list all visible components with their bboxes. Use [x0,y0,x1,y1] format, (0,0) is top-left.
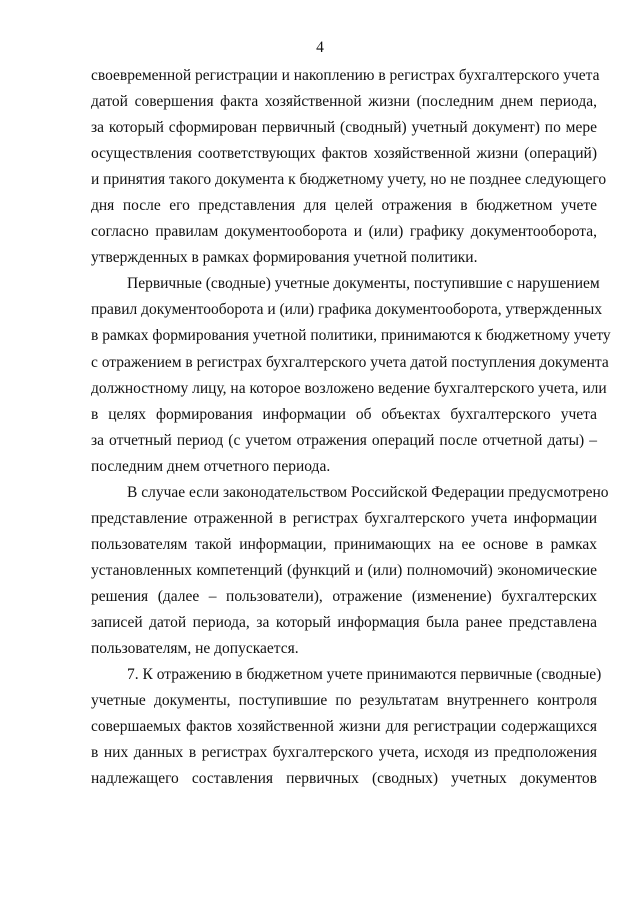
text-line: в рамках формирования учетной политики, принимаются к бюджетному учету [91,327,611,345]
text-line: датой совершения факта хозяйственной жизни (последним днем периода, [91,93,597,111]
text-line: записей датой периода, за который информация была ранее представлена [91,613,597,631]
text-line: дня после его представления для целей отражения в бюджетном учете [91,197,597,215]
document-body [91,63,611,792]
text-line: осуществления соответствующих фактов хозяйственной жизни (операций) [91,145,597,163]
paragraph-3 [91,480,609,662]
text-line: установленных компетенций (функций и (или) полномочий) экономические [91,561,597,579]
text-line: с отражением в регистрах бухгалтерского учета датой поступления документа [91,353,609,371]
text-line: в целях формирования информации об объектах бухгалтерского учета [91,405,597,423]
paragraph-4 [91,662,602,792]
text-line: учетные документы, поступившие по результатам внутреннего контроля [91,692,597,710]
paragraph-2 [91,271,611,479]
text-line: 7. К отражению в бюджетном учете принимаются первичные (сводные) [127,666,602,684]
text-line: последним днем отчетного периода. [91,457,331,475]
text-line: Первичные (сводные) учетные документы, поступившие с нарушением [127,275,600,293]
text-line: пользователям, не допускается. [91,640,299,658]
text-line: утвержденных в рамках формирования учетной политики. [91,249,478,267]
text-line: надлежащего составления первичных (сводных) учетных документов [91,770,597,788]
text-line: должностному лицу, на которое возложено ведение бухгалтерского учета, или [91,379,607,397]
text-line: представление отраженной в регистрах бухгалтерского учета информации [91,509,597,527]
text-line: В случае если законодательством Российской Федерации предусмотрено [127,483,609,501]
text-line: своевременной регистрации и накоплению в регистрах бухгалтерского учета [91,67,600,84]
text-line: решения (далее – пользователи), отражение (изменение) бухгалтерских [91,587,597,605]
paragraph-1 [91,63,607,271]
text-line: правил документооборота и (или) графика документооборота, утвержденных [91,301,603,319]
text-line: пользователям такой информации, принимающих на ее основе в рамках [91,535,597,553]
page-number: 4 [316,39,324,56]
text-line: и принятия такого документа к бюджетному учету, но не позднее следующего [91,171,607,189]
text-line: согласно правилам документооборота и (или) графику документооборота, [91,223,597,241]
text-line: за отчетный период (с учетом отражения операций после отчетной даты) – [91,431,597,449]
text-line: за который сформирован первичный (сводный) учетный документ) по мере [91,119,597,137]
text-line: совершаемых фактов хозяйственной жизни для регистрации содержащихся [91,718,597,736]
text-line: в них данных в регистрах бухгалтерского учета, исходя из предположения [91,744,597,762]
